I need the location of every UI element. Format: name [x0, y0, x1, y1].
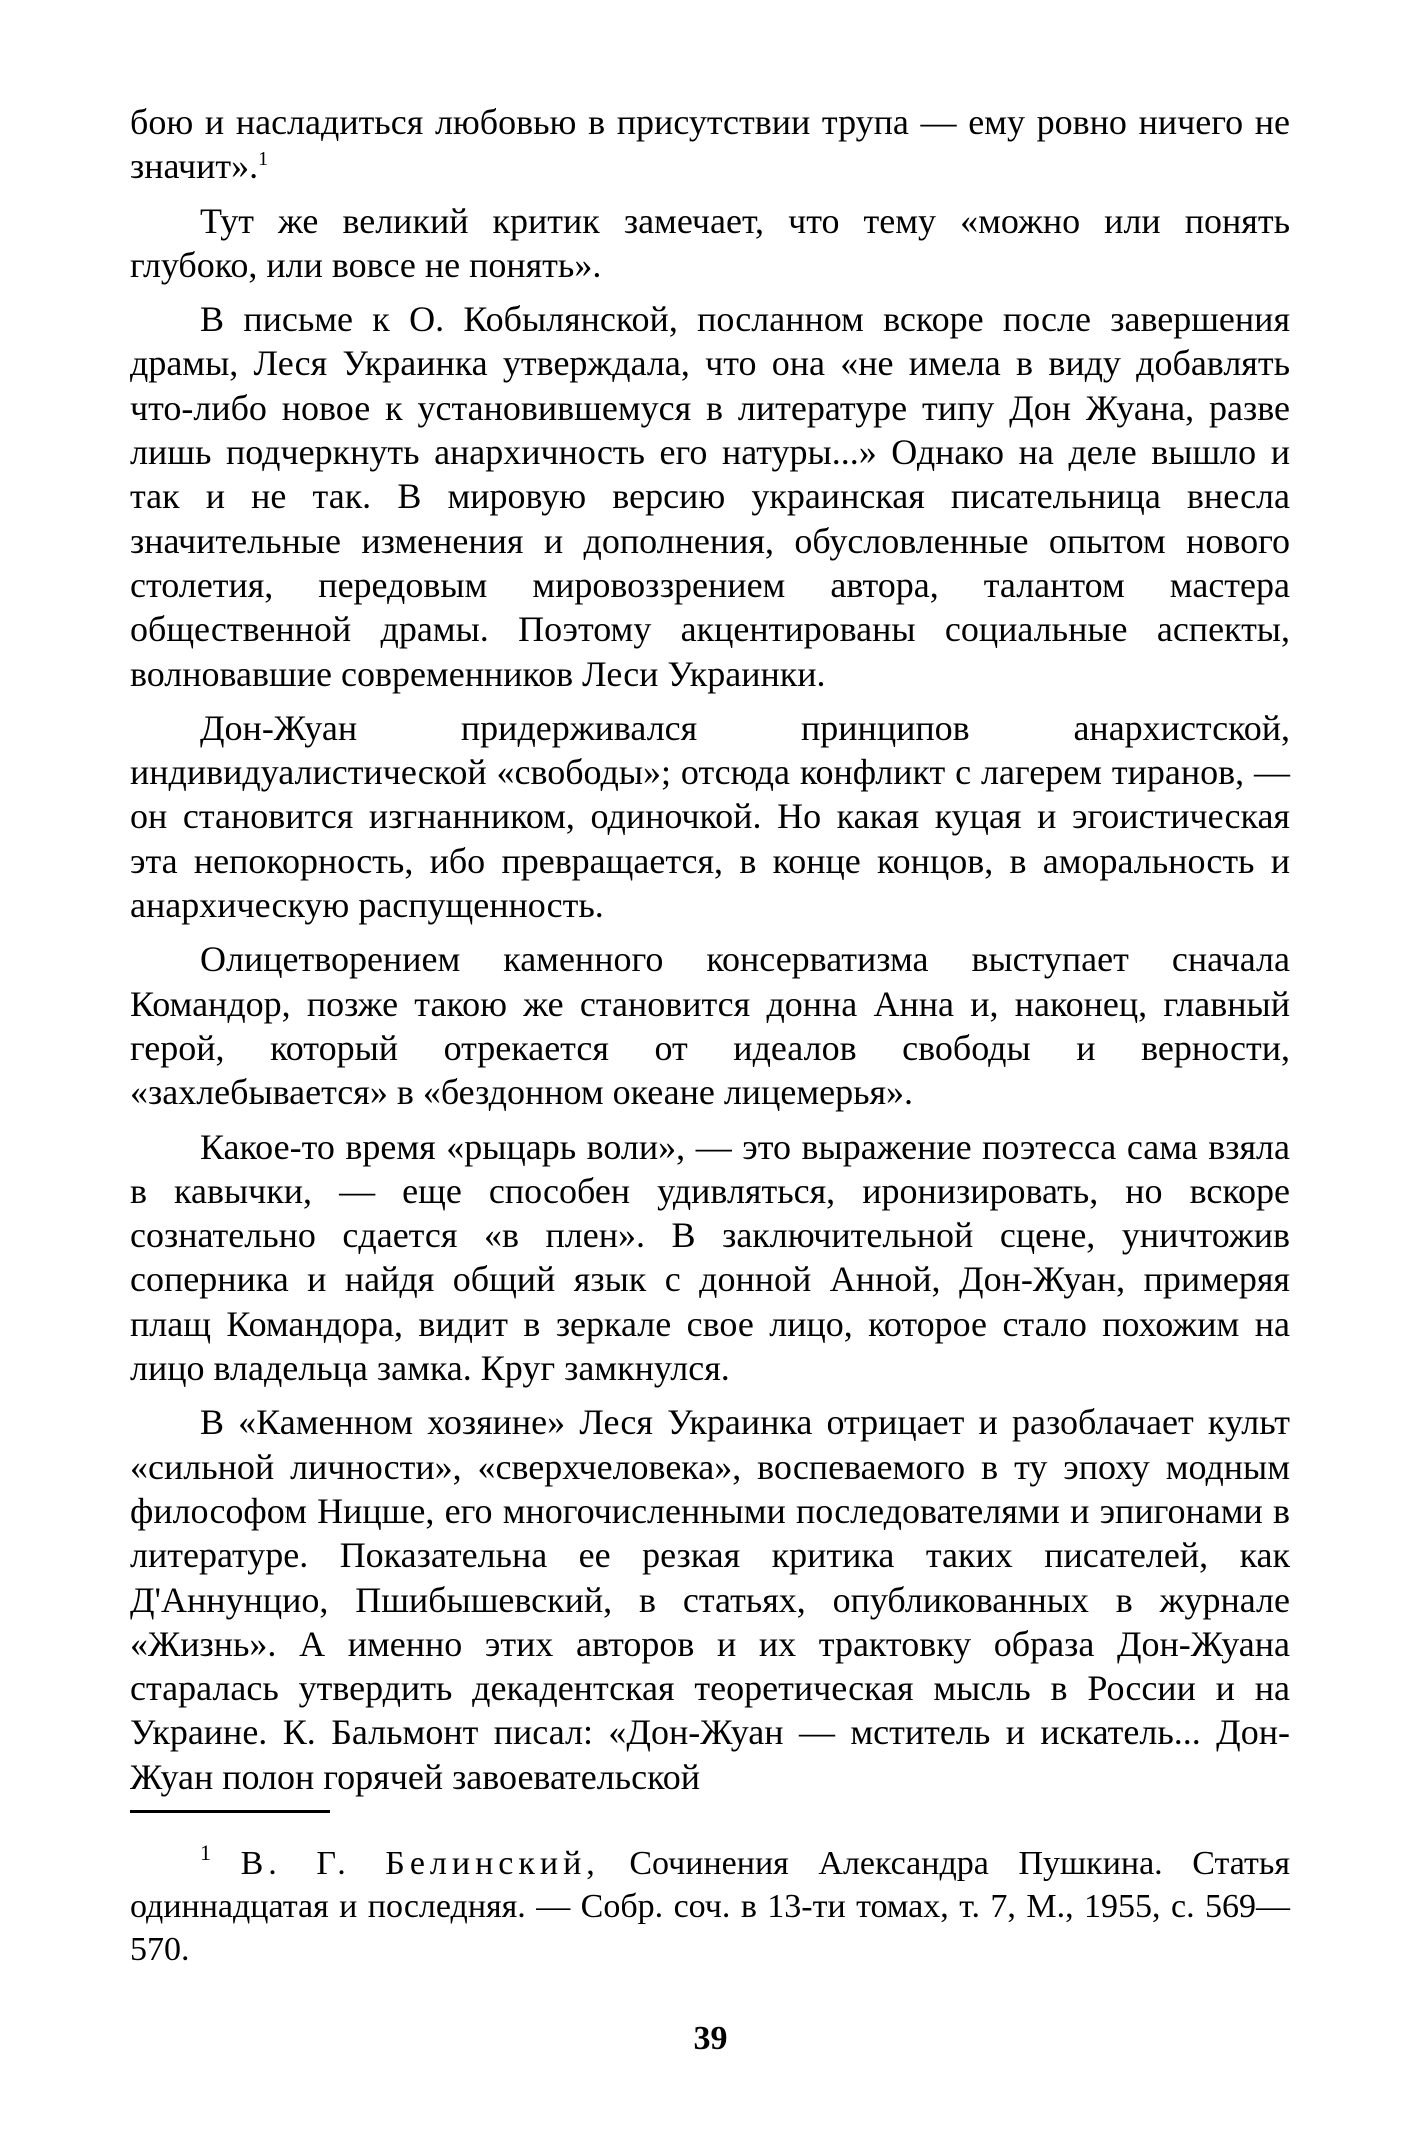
paragraph-text: бою и насладиться любовью в присутствии трупа — ему ровно ничего не значит». [130, 102, 1290, 187]
footnote [130, 1842, 1290, 1971]
paragraph: В письме к О. Кобылянской, посланном вскоре после завершения драмы, Леся Украинка утверждала, что она «не имела в виду добавлять что-либо новое к установившемуся в литературе типу Дон Жуана, разве лишь подчеркнуть анархичность его натуры...» Однако на деле вышло и так и не так. В мировую версию украинская писательница внесла значительные изменения и дополнения, обусловленные опытом нового столетия, передовым мировоззрением автора, талантом мастера общественной драмы. Поэтому акцентированы социальные аспекты, волновавшие современников Леси Украинки. [130, 299, 1290, 694]
footnote-mark: 1 [200, 1840, 211, 1865]
page-number: 39 [693, 2020, 728, 2057]
paragraph [130, 100, 1290, 189]
footnote-text: Сочинения Александра Пушкина. Статья одиннадцатая и последняя. — Собр. соч. в 13-ти томах, т. 7, М., 1955, с. 569—570. [130, 1845, 1290, 1968]
footnote-reference: 1 [258, 148, 269, 171]
paragraph: Какое-то время «рыцарь воли», — это выражение поэтесса сама взяла в кавычки, — еще способен удивляться, иронизировать, но вскоре сознательно сдается «в плен». В заключительной сцене, уничтожив соперника и найдя общий язык с донной Анной, Дон-Жуан, примеряя плащ Командора, видит в зеркале свое лицо, которое стало похожим на лицо владельца замка. Круг замкнулся. [130, 1126, 1290, 1389]
paragraph: В «Каменном хозяине» Леся Украинка отрицает и разоблачает культ «сильной личности», «сверхчеловека», воспеваемого в ту эпоху модным философом Ницше, его многочисленными последователями и эпигонами в литературе. Показательна ее резкая критика таких писателей, как Д'Аннунцио, Пшибышевский, в статьях, опубликованных в журнале «Жизнь». А именно этих авторов и их трактовку образа Дон-Жуана старалась утвердить декадентская теоретическая мысль в России и на Украине. К. Бальмонт писал: «Дон-Жуан — мститель и искатель... Дон-Жуан полон горячей завоевательской [130, 1402, 1290, 1797]
footnote-author: В. Г. Белинский, [240, 1845, 600, 1882]
footnote-divider [130, 1810, 330, 1813]
paragraph: Тут же великий критик замечает, что тему «можно или понять глубоко, или вовсе не понять». [130, 200, 1290, 285]
main-text [130, 100, 1290, 1809]
paragraph: Дон-Жуан придерживался принципов анархистской, индивидуалистической «свободы»; отсюда конфликт с лагерем тиранов, — он становится изгнанником, одиночкой. Но какая куцая и эгоистическая эта непокорность, ибо превращается, в конце концов, в аморальность и анархическую распущенность. [130, 707, 1290, 926]
paragraph: Олицетворением каменного консерватизма выступает сначала Командор, позже такою же становится донна Анна и, наконец, главный герой, который отрекается от идеалов свободы и верности, «захлебывается» в «бездонном океане лицемерья». [130, 939, 1290, 1113]
